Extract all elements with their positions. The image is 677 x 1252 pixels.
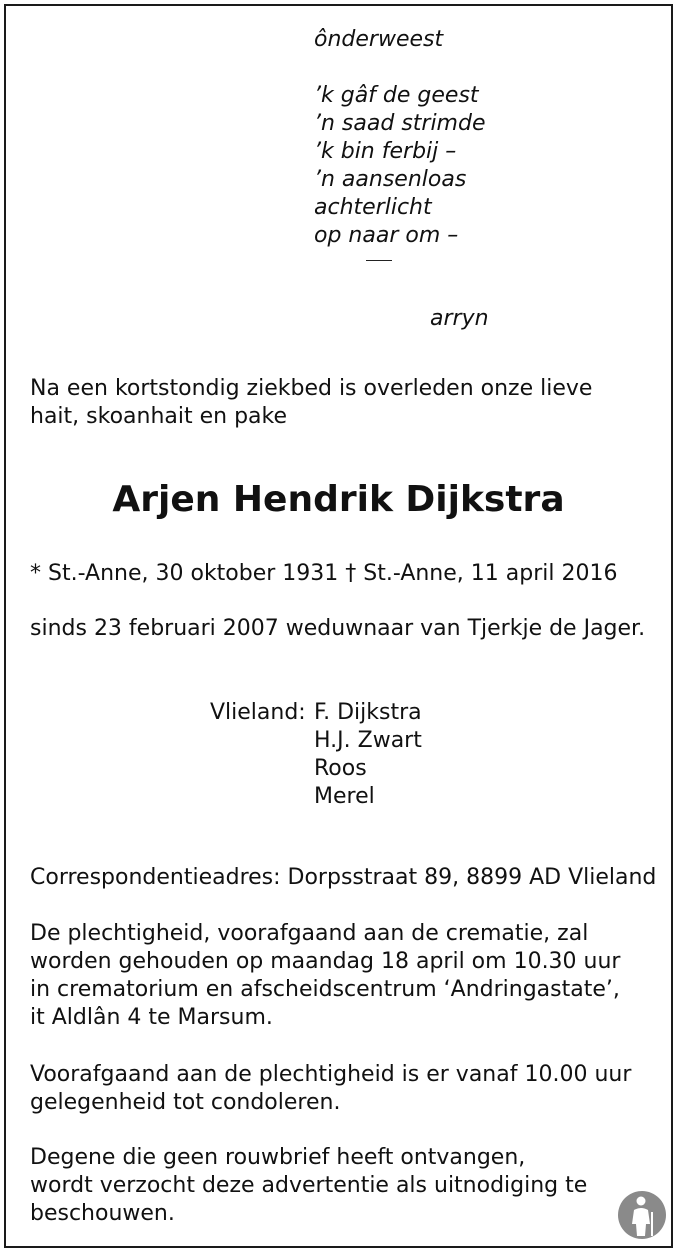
poem-author: arryn: [430, 306, 489, 331]
ceremony-line: it Aldlân 4 te Marsum.: [30, 1005, 273, 1030]
invitation-line: Degene die geen rouwbrief heeft ontvangen,: [30, 1145, 526, 1170]
correspondence-address: Correspondentieadres: Dorpsstraat 89, 8899 AD Vlieland: [30, 865, 657, 890]
poem-line: [314, 54, 486, 82]
poem-line: ’n saad strimde: [314, 111, 486, 136]
deceased-name: Arjen Hendrik Dijkstra: [112, 479, 565, 520]
family-member: F. Dijkstra: [314, 700, 422, 725]
family-member: Roos: [314, 756, 367, 781]
mourning-figure-icon: [617, 1190, 667, 1240]
poem-line: achterlicht: [314, 195, 432, 220]
condolence-text: [30, 1061, 631, 1117]
family-members: [314, 699, 422, 811]
invitation-text: [30, 1144, 587, 1228]
poem-line: ’k bin ferbij –: [314, 139, 457, 164]
poem-line: ’n aansenloas: [314, 167, 467, 192]
intro-line: Na een kortstondig ziekbed is overleden onze lieve: [30, 376, 593, 401]
poem-line: op naar om –: [314, 223, 459, 248]
condolence-line: Voorafgaand aan de plechtigheid is er vanaf 10.00 uur: [30, 1062, 632, 1087]
ceremony-text: [30, 920, 620, 1032]
birth-death-dates: * St.-Anne, 30 oktober 1931 † St.-Anne, 11 april 2016: [30, 561, 618, 586]
invitation-line: wordt verzocht deze advertentie als uitnodiging te: [30, 1173, 588, 1198]
family-member: H.J. Zwart: [314, 728, 422, 753]
ceremony-line: De plechtigheid, voorafgaand aan de crematie, zal: [30, 921, 589, 946]
poem: [314, 26, 486, 250]
family-member: Merel: [314, 784, 375, 809]
condolence-line: gelegenheid tot condoleren.: [30, 1090, 341, 1115]
ceremony-line: in crematorium en afscheidscentrum ‘Andringastate’,: [30, 977, 620, 1002]
intro-text: [30, 375, 592, 431]
widower-line: sinds 23 februari 2007 weduwnaar van Tjerkje de Jager.: [30, 616, 646, 641]
poem-divider: [366, 260, 392, 261]
family-place-label: Vlieland:: [210, 700, 306, 725]
ceremony-line: worden gehouden op maandag 18 april om 10.30 uur: [30, 949, 621, 974]
poem-line: ’k gâf de geest: [314, 83, 479, 108]
poem-line: ônderweest: [314, 27, 444, 52]
invitation-line: beschouwen.: [30, 1201, 175, 1226]
intro-line: hait, skoanhait en pake: [30, 404, 288, 429]
